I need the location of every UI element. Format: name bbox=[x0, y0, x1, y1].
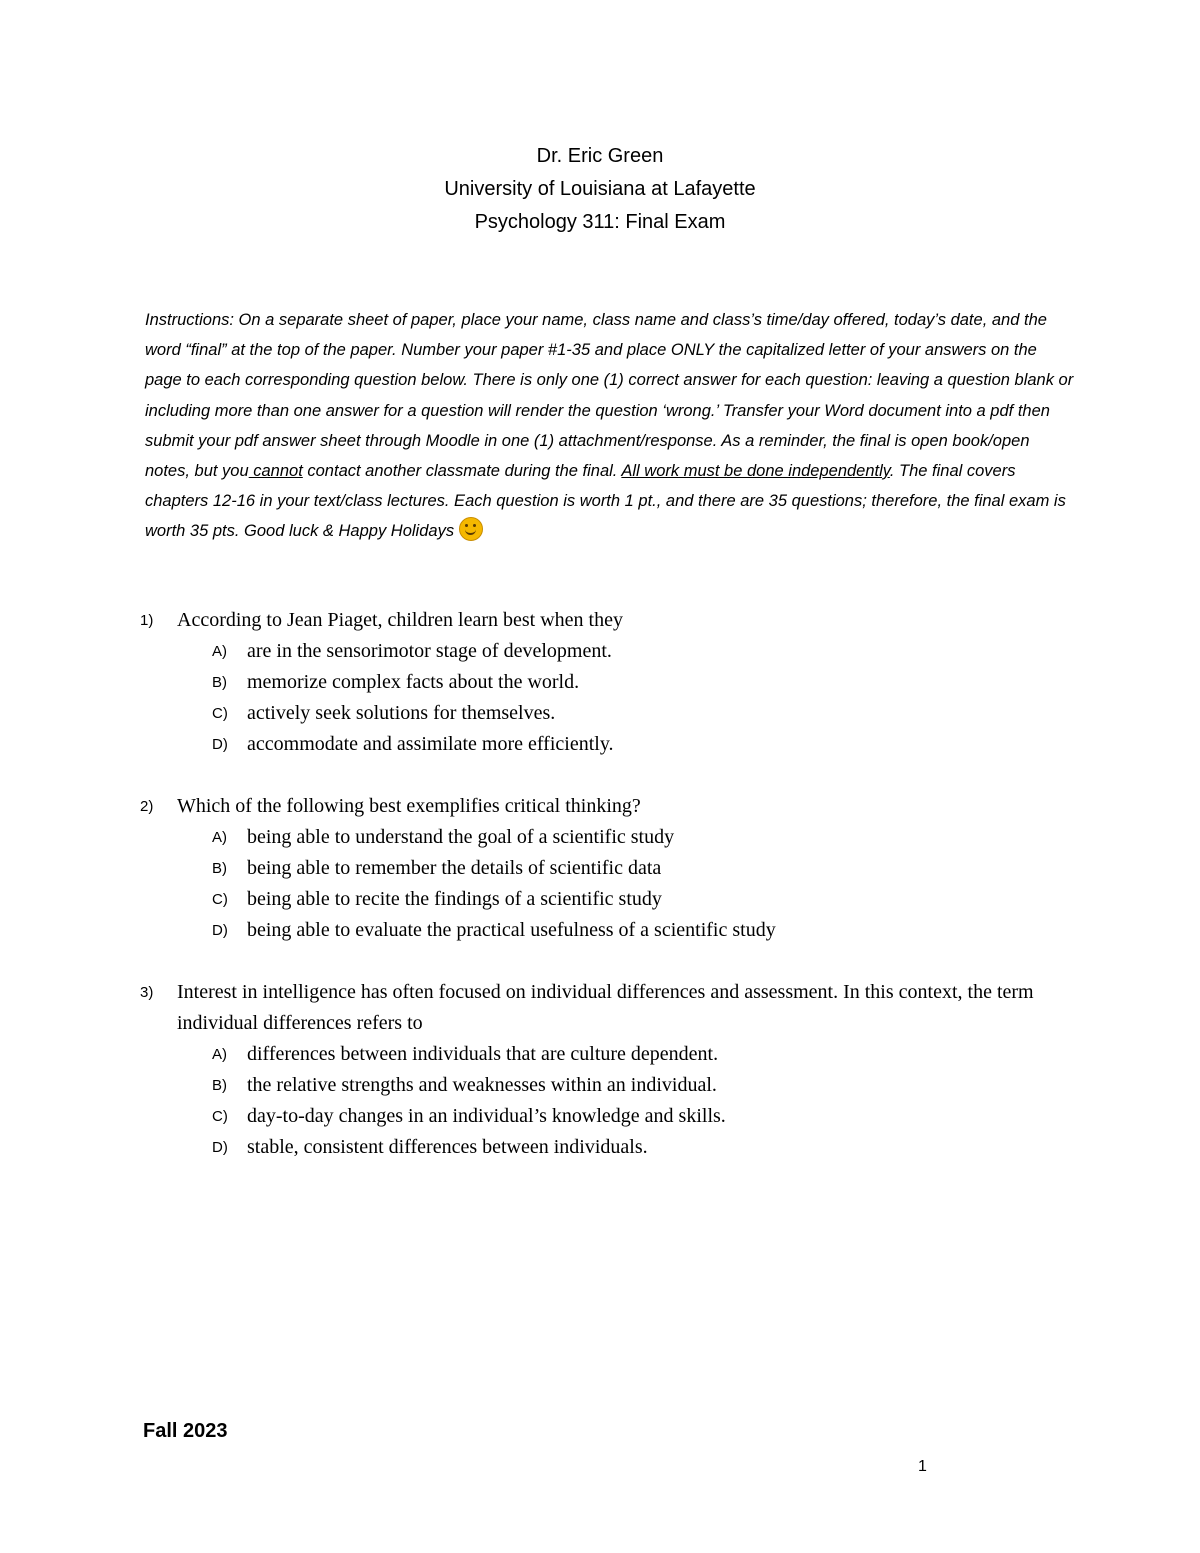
option-letter: A) bbox=[212, 829, 227, 846]
answer-option bbox=[212, 884, 1040, 915]
option-letter: D) bbox=[212, 736, 228, 753]
answer-option bbox=[212, 853, 1040, 884]
answer-option bbox=[212, 1101, 1040, 1132]
option-letter: D) bbox=[212, 922, 228, 939]
option-text: differences between individuals that are culture dependent. bbox=[247, 1043, 719, 1065]
option-text: being able to evaluate the practical usefulness of a scientific study bbox=[247, 919, 776, 941]
option-text: the relative strengths and weaknesses within an individual. bbox=[247, 1074, 717, 1096]
university-name: University of Louisiana at Lafayette bbox=[444, 178, 756, 200]
answer-option bbox=[212, 698, 1040, 729]
question-1 bbox=[140, 605, 1040, 760]
option-letter: C) bbox=[212, 1108, 228, 1125]
option-text: are in the sensorimotor stage of development. bbox=[247, 640, 612, 662]
question-stem: Which of the following best exemplifies critical thinking? bbox=[177, 795, 641, 817]
instructor-name: Dr. Eric Green bbox=[536, 145, 664, 167]
option-letter: C) bbox=[212, 891, 228, 908]
answer-option bbox=[212, 636, 1040, 667]
question-number: 3) bbox=[140, 984, 154, 1001]
question-number: 2) bbox=[140, 798, 154, 815]
option-letter: B) bbox=[212, 1077, 227, 1094]
footer-term: Fall 2023 bbox=[143, 1420, 228, 1442]
answer-option bbox=[212, 1039, 1040, 1070]
question-2 bbox=[140, 791, 1040, 946]
answer-option bbox=[212, 1132, 1040, 1163]
option-letter: A) bbox=[212, 1046, 227, 1063]
option-letter: D) bbox=[212, 1139, 228, 1156]
option-text: stable, consistent differences between individuals. bbox=[247, 1136, 648, 1158]
smiley-face-icon bbox=[459, 517, 483, 541]
question-stem: Interest in intelligence has often focused on individual differences and assessment. In this context, the term individual differences refers to bbox=[177, 981, 1034, 1034]
page-number: 1 bbox=[918, 1458, 927, 1475]
instructions-text-1: Instructions: On a separate sheet of paper, place your name, class name and class’s time/day offered, today’s date, and the word “final” at the top of the paper. Number your paper #1-35 and place ONLY the capitalized letter of your answers on the page to each corresponding question below. There is only one (1) correct answer for each question: leaving a question blank or including more than one answer for a question will render the question ‘wrong.’ Transfer your Word document into a pdf then submit your pdf answer sheet through Moodle in one (1) attachment/response. As a reminder, the final is open book/open notes, but you bbox=[145, 311, 1074, 481]
option-letter: B) bbox=[212, 674, 227, 691]
answer-option bbox=[212, 729, 1040, 760]
answer-option bbox=[212, 1070, 1040, 1101]
instructions-paragraph bbox=[145, 305, 1075, 547]
answer-option bbox=[212, 667, 1040, 698]
question-3 bbox=[140, 977, 1040, 1163]
instructions-text-2: contact another classmate during the final. bbox=[302, 462, 622, 481]
question-stem: According to Jean Piaget, children learn best when they bbox=[177, 609, 623, 631]
option-text: actively seek solutions for themselves. bbox=[247, 702, 556, 724]
option-text: being able to understand the goal of a scientific study bbox=[247, 826, 675, 848]
option-letter: C) bbox=[212, 705, 228, 722]
option-letter: B) bbox=[212, 860, 227, 877]
option-text: being able to remember the details of scientific data bbox=[247, 857, 662, 879]
instructions-underlined-cannot: cannot bbox=[248, 462, 303, 481]
instructions-underlined-independently: All work must be done independently bbox=[621, 462, 890, 481]
option-text: accommodate and assimilate more efficiently. bbox=[247, 733, 614, 755]
option-text: day-to-day changes in an individual’s knowledge and skills. bbox=[247, 1105, 726, 1127]
course-title: Psychology 311: Final Exam bbox=[474, 211, 726, 233]
answer-option bbox=[212, 822, 1040, 853]
option-text: being able to recite the findings of a scientific study bbox=[247, 888, 662, 910]
document-header bbox=[0, 140, 1200, 239]
instructions-text-3: . The final covers chapters 12-16 in your text/class lectures. Each question is worth 1 pt., and there are 35 questions; therefore, the final exam is worth 35 pts. Good luck & Happy Holidays bbox=[145, 462, 1066, 541]
option-text: memorize complex facts about the world. bbox=[247, 671, 580, 693]
option-letter: A) bbox=[212, 643, 227, 660]
answer-option bbox=[212, 915, 1040, 946]
question-number: 1) bbox=[140, 612, 154, 629]
